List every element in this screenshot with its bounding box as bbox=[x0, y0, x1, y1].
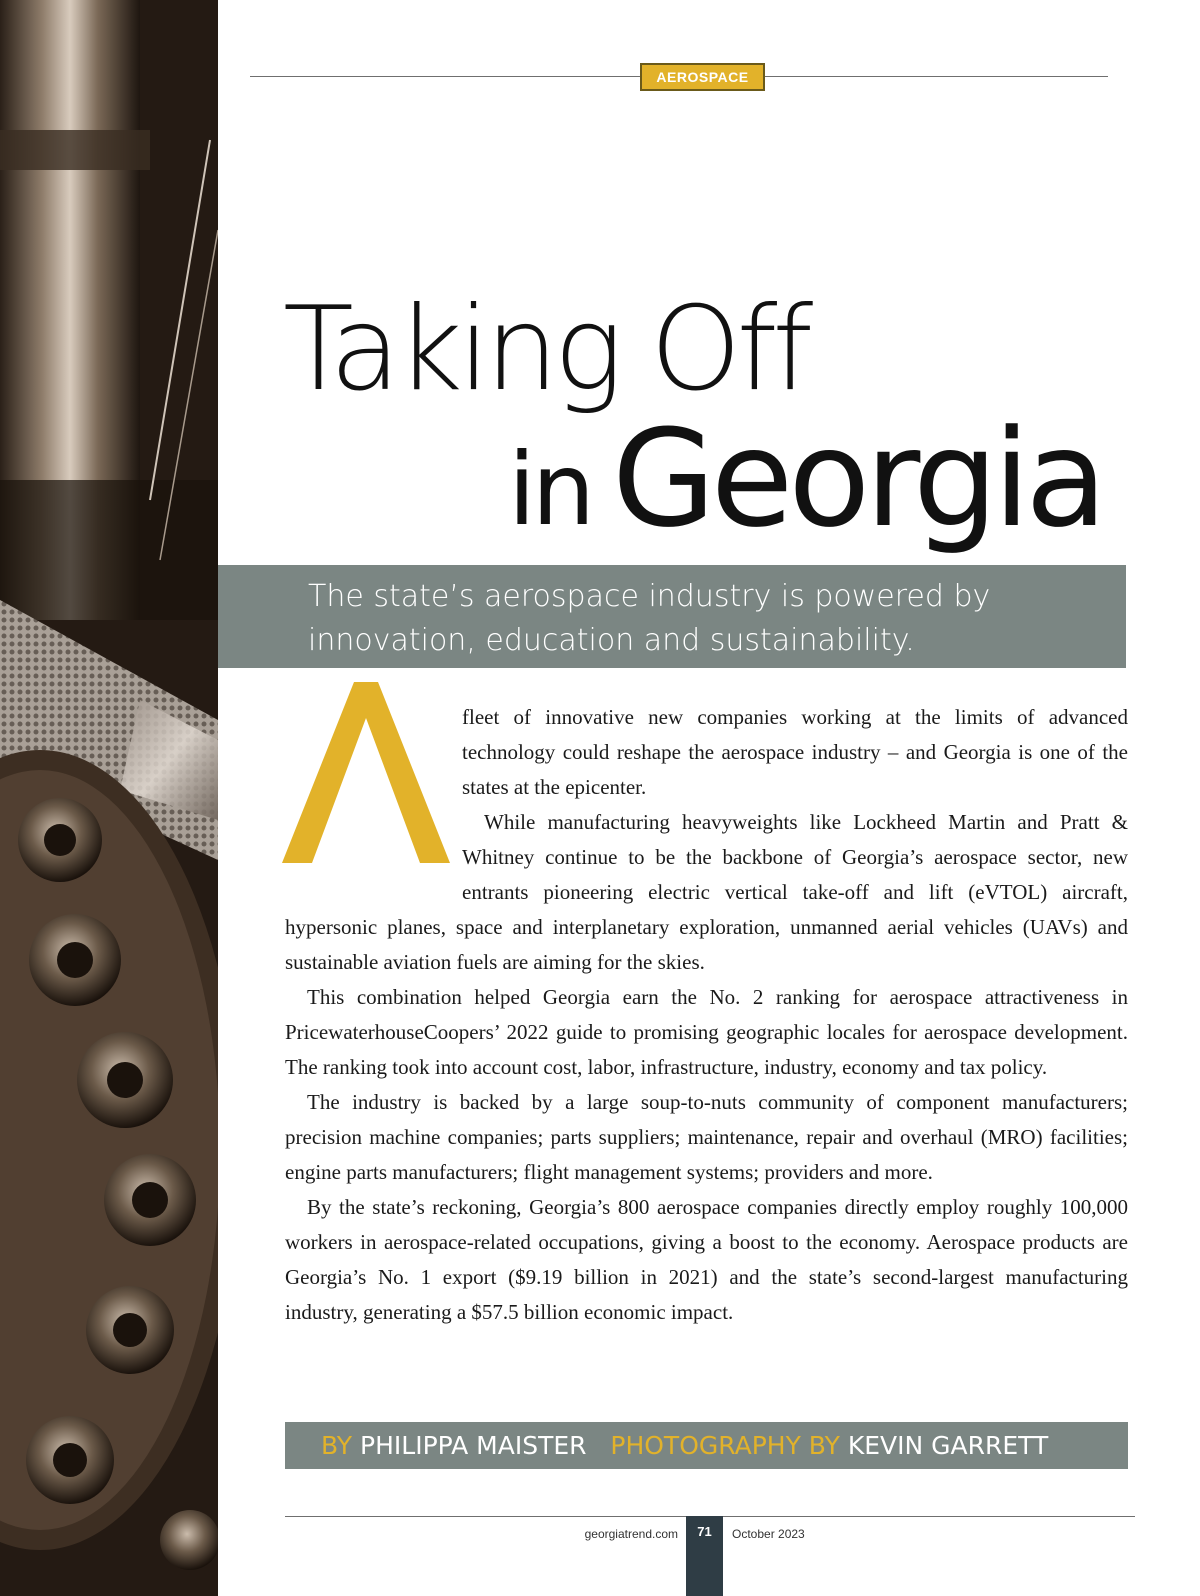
engine-photo-illustration bbox=[0, 0, 218, 1596]
deck-text: The state’s aerospace industry is powered by innovation, education and sustainability. bbox=[308, 579, 991, 658]
footer-site: georgiatrend.com bbox=[584, 1527, 678, 1541]
headline-line2-georgia: Georgia bbox=[612, 401, 1103, 557]
headline-line1: Taking Off bbox=[283, 282, 809, 417]
section-tag: AEROSPACE bbox=[640, 63, 765, 91]
byline-author: PHILIPPA MAISTER bbox=[360, 1431, 587, 1460]
body-paragraph: fleet of innovative new companies working at the limits of advanced technology could reshape the aerospace industry – and Georgia is one of the states at the epicenter. bbox=[462, 705, 1128, 799]
deck-band bbox=[218, 565, 1126, 668]
body-paragraph: The industry is backed by a large soup-to-nuts community of component manufacturers; precision machine companies; parts suppliers; maintenance, repair and overhaul (MRO) facilities; engine parts manufacturers; flight management systems; providers and more. bbox=[285, 1090, 1128, 1184]
engine-photo bbox=[0, 0, 218, 1596]
headline-line2-in: in bbox=[508, 431, 592, 548]
byline-by-label: BY bbox=[321, 1431, 353, 1460]
article-body bbox=[285, 700, 1128, 1330]
byline-photo-label: PHOTOGRAPHY BY bbox=[610, 1431, 840, 1460]
byline-band bbox=[285, 1422, 1128, 1469]
body-paragraph: By the state’s reckoning, Georgia’s 800 aerospace companies directly employ roughly 100,000 workers in aerospace-related occupations, giving a boost to the economy. Aerospace products are Georgia’s No. 1 export ($9.19 billion in 2021) and the state’s second-largest manufacturing industry, generating a $57.5 billion economic impact. bbox=[285, 1195, 1128, 1324]
body-paragraph: While manufacturing heavyweights like Lockheed Martin and Pratt & Whitney continue to be the backbone of Georgia’s aerospace sector, new entrants pioneering electric vertical take-off and lift (eVTOL) aircraft, hypersonic planes, space and interplanetary exploration, unmanned aerial vehicles (UAVs) and sustainable aviation fuels are aiming for the skies. bbox=[285, 810, 1128, 974]
footer-date: October 2023 bbox=[732, 1527, 805, 1541]
body-paragraph: This combination helped Georgia earn the No. 2 ranking for aerospace attractiveness in PricewaterhouseCoopers’ 2022 guide to promising geographic locales for aerospace development. The ranking took into account cost, labor, infrastructure, industry, economy and tax policy. bbox=[285, 985, 1128, 1079]
page-number: 71 bbox=[697, 1524, 712, 1539]
byline-photographer: KEVIN GARRETT bbox=[847, 1431, 1049, 1460]
